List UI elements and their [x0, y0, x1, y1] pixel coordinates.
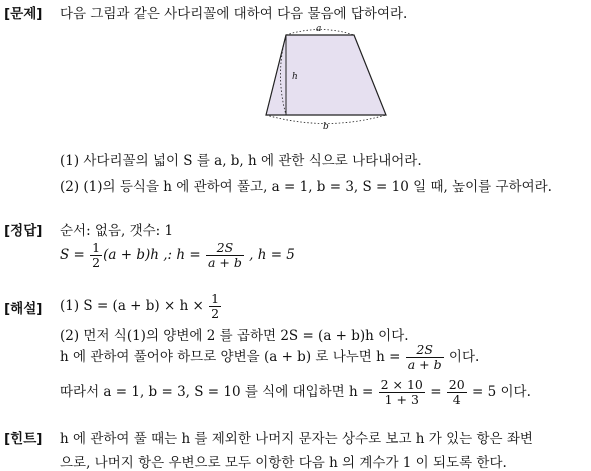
expl-l4-frac-2	[447, 378, 467, 408]
answer-frac-den: a + b	[207, 255, 242, 270]
trapezoid-figure	[258, 22, 398, 130]
trapezoid-shape	[266, 35, 386, 115]
answer-tag: [정답]	[4, 223, 43, 239]
expl-l1-den: 2	[211, 306, 220, 321]
hint-tag: [힌트]	[4, 431, 43, 447]
label-h: h	[292, 72, 298, 82]
answer-half	[90, 241, 102, 271]
expl-l3-den: a + b	[407, 357, 442, 372]
problem-tag: [문제]	[4, 6, 43, 22]
answer-line-2	[60, 237, 295, 273]
expl-l3-frac	[406, 343, 444, 373]
hint-line-1: h 에 관하여 풀 때는 h 를 제외한 나머지 문자는 상수로 보고 h 가 있는 항은 좌변	[60, 431, 533, 447]
expl-l4-post: = 5 이다.	[472, 384, 531, 400]
expl-l4-eq: =	[430, 384, 442, 400]
hint-line-2: 으로, 나머지 항은 우변으로 모두 이항한 다음 h 의 계수가 1 이 되도록 한다.	[60, 455, 507, 471]
answer-half-den: 2	[92, 255, 101, 270]
answer-s-eq: S =	[60, 247, 85, 263]
expl-l3-text: h 에 관하여 풀어야 하므로 양변을 (a + b) 로 나누면 h =	[60, 349, 401, 365]
expl-l1-text: (1) S = (a + b) × h ×	[60, 298, 204, 314]
expl-l4-text: 따라서 a = 1, b = 3, S = 10 를 식에 대입하면 h =	[60, 384, 374, 400]
question-1: (1) 사다리꼴의 넓이 S 를 a, b, h 에 관한 식으로 나타내어라.	[60, 153, 422, 169]
expl-l3-num: 2S	[406, 343, 444, 358]
expl-l4-num2: 20	[448, 376, 465, 392]
expl-l1-num: 1	[211, 290, 220, 306]
label-a: a	[316, 24, 322, 34]
answer-line-1: 순서: 없음, 갯수: 1	[60, 223, 174, 239]
expl-l4-den1: 1 + 3	[384, 392, 419, 407]
answer-half-num: 1	[92, 239, 101, 255]
explanation-tag: [해설]	[4, 301, 43, 317]
answer-result: , h = 5	[249, 247, 295, 263]
answer-mid: (a + b)h ,: h =	[103, 247, 201, 263]
expl-l3-post: 이다.	[448, 349, 480, 365]
explanation-line-3	[60, 340, 479, 374]
expl-l4-frac-1	[379, 378, 425, 408]
expl-l4-den2: 4	[452, 392, 461, 407]
answer-fraction	[206, 241, 244, 271]
question-2: (2) (1)의 등식을 h 에 관하여 풀고, a = 1, b = 3, S = 10 일 때, 높이를 구하여라.	[60, 179, 552, 195]
label-b: b	[323, 122, 329, 130]
expl-l4-num1: 2 × 10	[380, 376, 423, 392]
problem-intro: 다음 그림과 같은 사다리꼴에 대하여 다음 물음에 답하여라.	[60, 6, 408, 22]
explanation-line-1	[60, 290, 222, 322]
answer-frac-num: 2S	[206, 241, 244, 256]
expl-l1-frac	[209, 292, 221, 322]
explanation-line-4	[60, 374, 531, 410]
explanation-line-2: (2) 먼저 식(1)의 양변에 2 를 곱하면 2S = (a + b)h 이다.	[60, 328, 409, 344]
